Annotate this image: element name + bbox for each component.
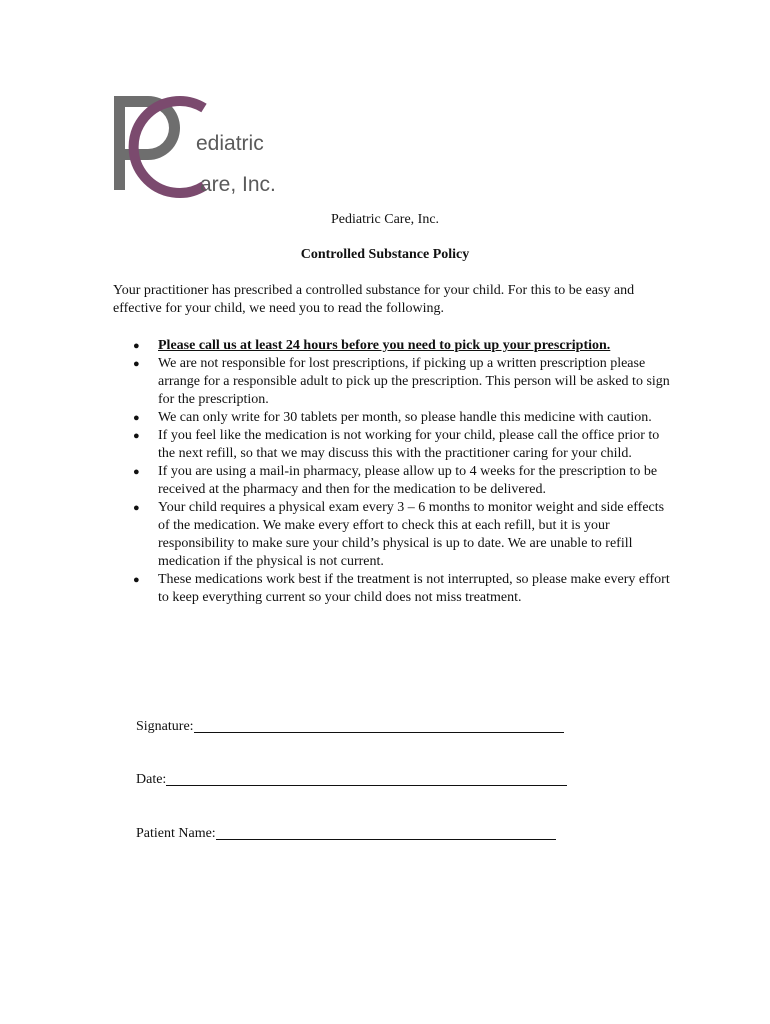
rule-text: If you are using a mail-in pharmacy, please allow up to 4 weeks for the prescription to be received at the pharmacy and then for the medication to be delivered. — [158, 464, 658, 497]
date-field — [136, 771, 567, 789]
policy-rule — [113, 499, 673, 571]
patient-name-field — [136, 825, 556, 843]
policy-rule — [113, 409, 673, 427]
rule-text: These medications work best if the treatment is not interrupted, so please make every effort to keep everything current so your child does not miss treatment. — [158, 572, 670, 605]
policy-title: Controlled Substance Policy — [300, 247, 470, 262]
pediatric-care-logo — [108, 90, 288, 200]
signature-blank[interactable] — [194, 718, 564, 733]
date-label: Date: — [136, 772, 167, 787]
rule-text: We can only write for 30 tablets per month, so please handle this medicine with caution. — [158, 410, 652, 425]
bullet-icon: ● — [133, 340, 140, 352]
logo-line2: are, Inc. — [200, 173, 276, 196]
bullet-icon: ● — [133, 430, 140, 442]
rule-text: We are not responsible for lost prescriptions, if picking up a written prescription please arrange for a responsible adult to pick up the prescription. This person will be asked to sign for the prescription. — [158, 356, 670, 407]
rule-text: Your child requires a physical exam every 3 – 6 months to monitor weight and side effects of the medication. We make every effort to check this at each refill, but it is your responsibility to make sure your child’s physical is up to date. We are unable to refill medication if the physical is not current. — [158, 500, 665, 569]
bullet-icon: ● — [133, 358, 140, 370]
logo-line1: ediatric — [196, 132, 264, 155]
date-blank[interactable] — [166, 771, 567, 786]
policy-rule — [113, 427, 673, 463]
policy-rules-list — [113, 337, 673, 607]
intro-paragraph: Your practitioner has prescribed a controlled substance for your child. For this to be easy and effective for your child, we need you to read the following. — [113, 283, 635, 316]
logo-mark — [108, 90, 288, 200]
bullet-icon: ● — [133, 466, 140, 478]
patient-name-label: Patient Name: — [136, 826, 216, 841]
signature-field — [136, 718, 564, 736]
signature-label: Signature: — [136, 719, 194, 734]
rule-text: If you feel like the medication is not working for your child, please call the office prior to the next refill, so that we may discuss this with the practitioner caring for your child. — [158, 428, 660, 461]
rule-text: Please call us at least 24 hours before you need to pick up your prescription. — [158, 338, 611, 353]
policy-rule — [113, 355, 673, 409]
policy-rule — [113, 571, 673, 607]
bullet-icon: ● — [133, 574, 140, 586]
bullet-icon: ● — [133, 502, 140, 514]
policy-rule — [113, 463, 673, 499]
company-name: Pediatric Care, Inc. — [330, 212, 440, 227]
logo-p-stem — [114, 96, 125, 190]
policy-rule — [113, 337, 673, 355]
patient-name-blank[interactable] — [216, 825, 556, 840]
bullet-icon: ● — [133, 412, 140, 424]
